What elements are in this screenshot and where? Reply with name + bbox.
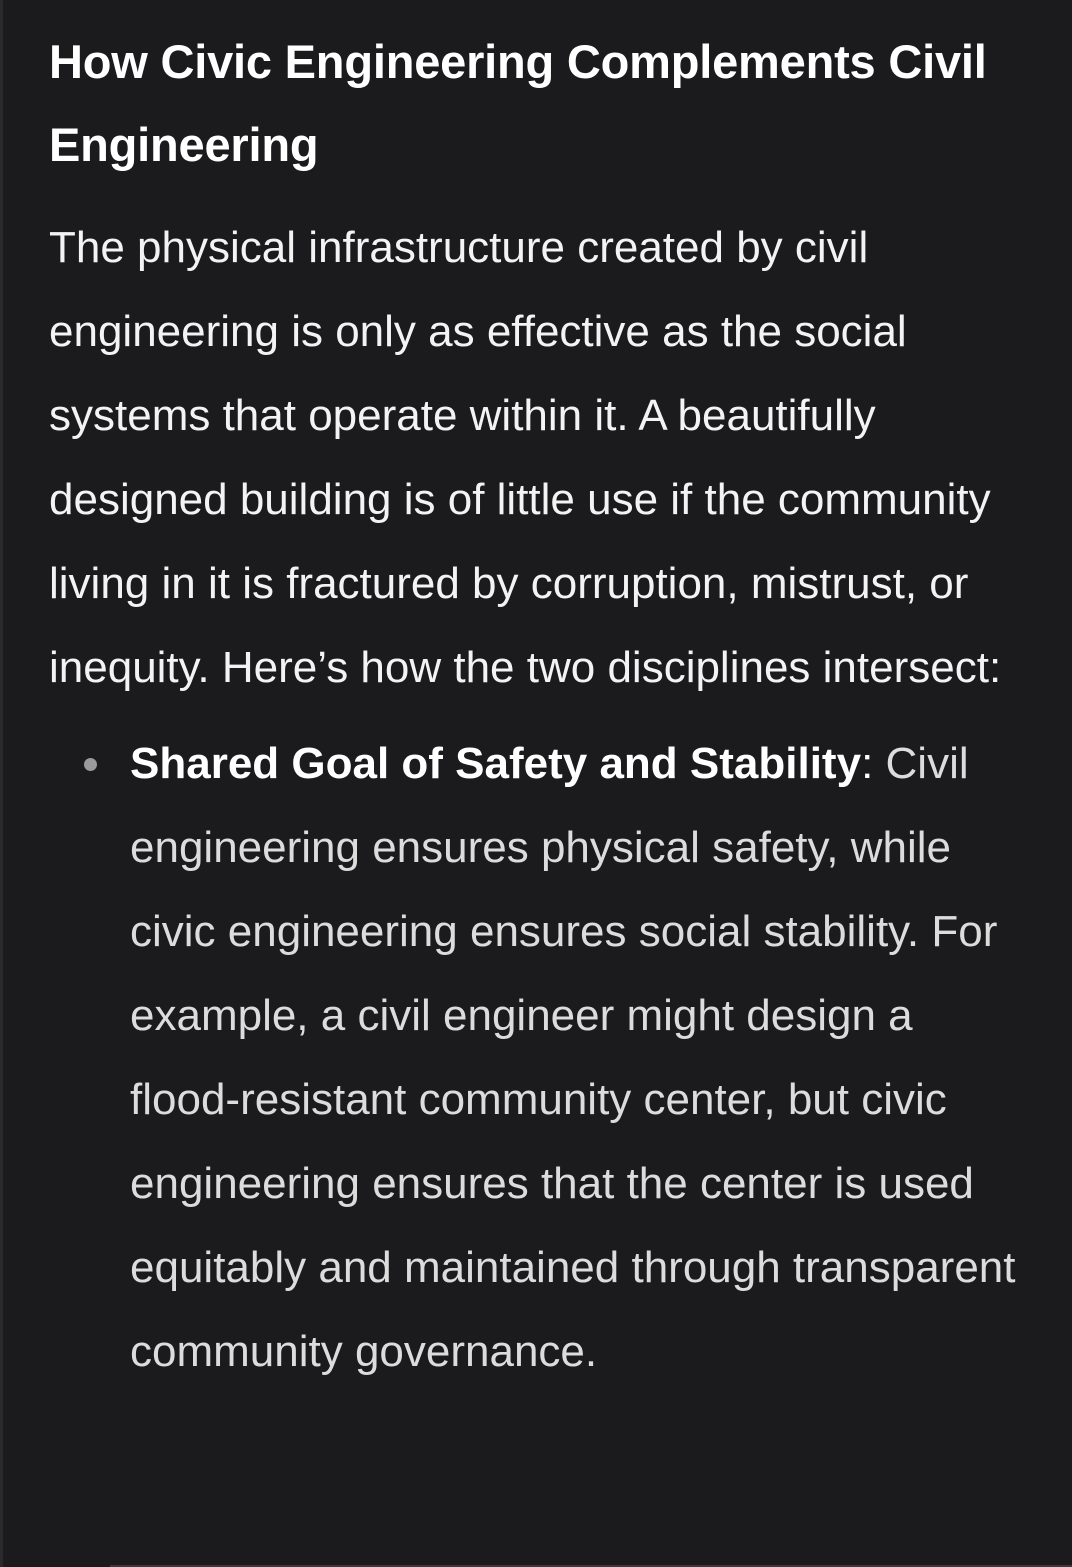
point-text: Civil engineering ensures physical safety, while civic engineering ensures social stability. For example, a civil engineer might design a flood-resistant community center, but civic engineering ensures that the center is used equitably and maintained through transparent community governance. bbox=[130, 739, 1016, 1376]
point-title: Shared Goal of Safety and Stability bbox=[130, 739, 862, 788]
section-heading: How Civic Engineering Complements Civil Engineering bbox=[49, 35, 987, 171]
left-edge-divider bbox=[0, 0, 3, 1567]
points-list bbox=[49, 722, 1032, 1394]
list-item bbox=[49, 722, 1032, 1394]
point-separator: : bbox=[861, 739, 874, 788]
bullet-icon bbox=[84, 758, 97, 771]
intro-paragraph: The physical infrastructure created by civil engineering is only as effective as the social systems that operate within it. A beautifully designed building is of little use if the community living in it is fractured by corruption, mistrust, or inequity. Here’s how the two disciplines intersect: bbox=[49, 223, 1002, 692]
